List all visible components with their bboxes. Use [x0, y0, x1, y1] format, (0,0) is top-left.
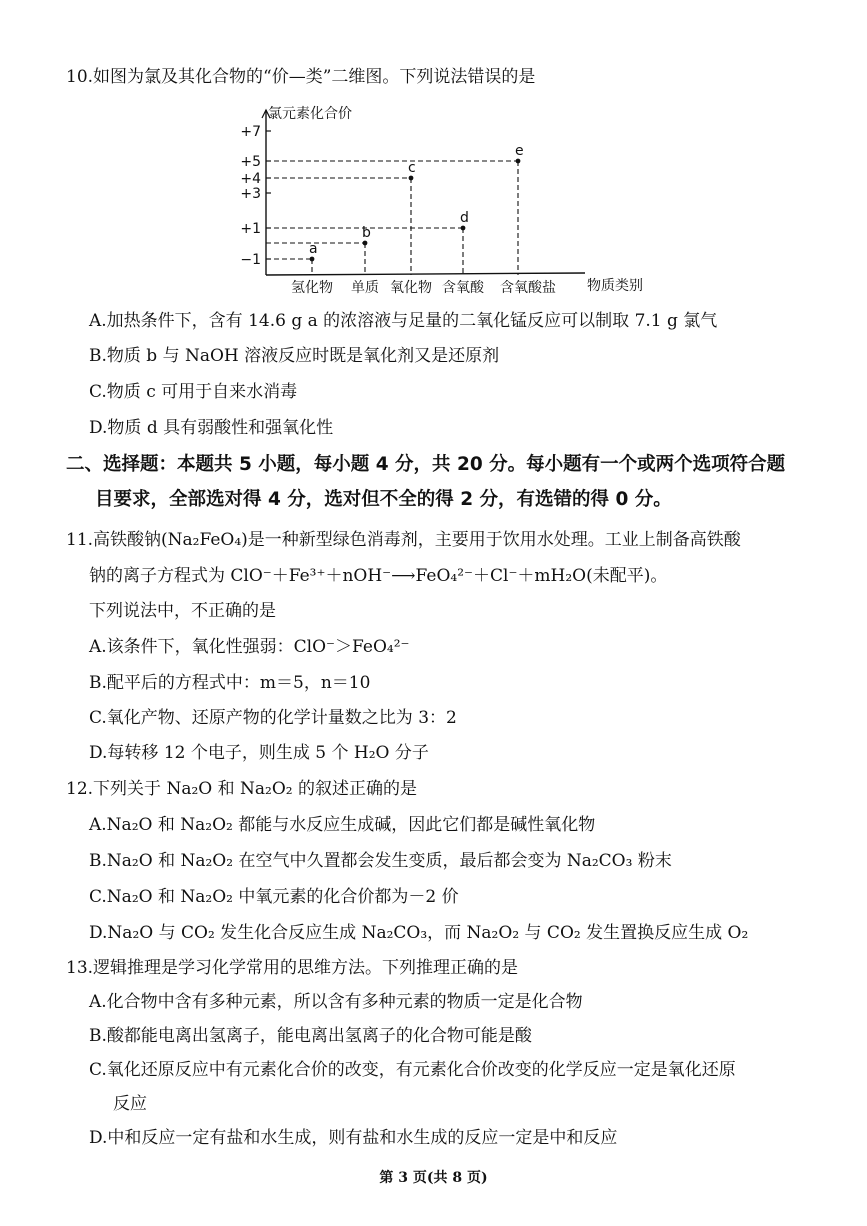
- y-tick-label: +4: [240, 171, 261, 187]
- y-tick-label: +3: [240, 186, 261, 202]
- x-category-label: 含氧酸盐: [500, 280, 556, 296]
- q11-stem-1: 11.高铁酸钠(Na₂FeO₄)是一种新型绿色消毒剂，主要用于饮用水处理。工业上制备高铁酸: [66, 530, 741, 550]
- q10-option-d: D.物质 d 具有弱酸性和强氧化性: [89, 418, 334, 438]
- page-footer: 第 3 页(共 8 页): [379, 1170, 488, 1186]
- x-axis-label: 物质类别: [587, 278, 643, 294]
- section2-line2: 目要求，全部选对得 4 分，选对但不全的得 2 分，有选错的得 0 分。: [95, 489, 672, 510]
- point-label: e: [515, 143, 524, 159]
- y-tick-label: +1: [240, 221, 261, 237]
- y-axis-arrow: [262, 110, 270, 118]
- q12-option-b: B.Na₂O 和 Na₂O₂ 在空气中久置都会发生变质，最后都会变为 Na₂CO₃ 粉末: [89, 851, 672, 871]
- point-label: c: [408, 160, 416, 176]
- q11-stem-2: 钠的离子方程式为 ClO⁻＋Fe³⁺＋nOH⁻⟶FeO₄²⁻＋Cl⁻＋mH₂O(未配平)。: [89, 566, 668, 586]
- x-category-label: 单质: [351, 280, 379, 296]
- q13-option-d: D.中和反应一定有盐和水生成，则有盐和水生成的反应一定是中和反应: [89, 1128, 618, 1148]
- q10-option-a: A.加热条件下，含有 14.6 g a 的浓溶液与足量的二氧化锰反应可以制取 7.1 g 氯气: [89, 311, 718, 331]
- y-tick-label: +7: [240, 124, 261, 140]
- q11-option-a: A.该条件下，氧化性强弱：ClO⁻＞FeO₄²⁻: [89, 637, 410, 657]
- q11-stem-3: 下列说法中，不正确的是: [89, 601, 276, 621]
- y-tick-label: −1: [240, 252, 261, 268]
- x-category-label: 含氧酸: [442, 280, 484, 296]
- q10-stem: 10.如图为氯及其化合物的“价—类”二维图。下列说法错误的是: [66, 67, 536, 87]
- q12-option-d: D.Na₂O 与 CO₂ 发生化合反应生成 Na₂CO₃，而 Na₂O₂ 与 CO₂ 发生置换反应生成 O₂: [89, 923, 749, 943]
- point-label: a: [309, 241, 318, 257]
- q13-option-c: C.氧化还原反应中有元素化合价的改变，有元素化合价改变的化学反应一定是氧化还原: [89, 1060, 736, 1080]
- data-point: [310, 257, 315, 262]
- section2-line1: 二、选择题：本题共 5 小题，每小题 4 分，共 20 分。每小题有一个或两个选项符合题: [66, 454, 786, 475]
- q13-option-a: A.化合物中含有多种元素，所以含有多种元素的物质一定是化合物: [89, 992, 583, 1012]
- q12-option-a: A.Na₂O 和 Na₂O₂ 都能与水反应生成碱，因此它们都是碱性氧化物: [89, 815, 596, 835]
- q12-stem: 12.下列关于 Na₂O 和 Na₂O₂ 的叙述正确的是: [66, 779, 417, 799]
- q12-option-c: C.Na₂O 和 Na₂O₂ 中氧元素的化合价都为－2 价: [89, 887, 459, 907]
- q10-option-c: C.物质 c 可用于自来水消毒: [89, 382, 298, 402]
- q11-option-c: C.氧化产物、还原产物的化学计量数之比为 3：2: [89, 708, 457, 728]
- point-label: d: [460, 210, 469, 226]
- q11-option-b: B.配平后的方程式中：m＝5，n＝10: [89, 673, 371, 693]
- x-category-label: 氧化物: [390, 280, 432, 296]
- data-point: [409, 176, 414, 181]
- point-label: b: [362, 225, 371, 241]
- y-axis-label: 氯元素化合价: [268, 106, 352, 122]
- data-point: [461, 226, 466, 231]
- x-category-label: 氢化物: [291, 280, 333, 296]
- x-axis: [266, 273, 585, 275]
- q10-option-b: B.物质 b 与 NaOH 溶液反应时既是氧化剂又是还原剂: [89, 346, 500, 366]
- y-tick-label: +5: [240, 154, 261, 170]
- data-point: [516, 159, 521, 164]
- q13-option-b: B.酸都能电离出氢离子，能电离出氢离子的化合物可能是酸: [89, 1026, 532, 1046]
- q11-option-d: D.每转移 12 个电子，则生成 5 个 H₂O 分子: [89, 743, 429, 763]
- q13-option-c-cont: 反应: [113, 1094, 147, 1114]
- data-point: [363, 241, 368, 246]
- q13-stem: 13.逻辑推理是学习化学常用的思维方法。下列推理正确的是: [66, 958, 519, 978]
